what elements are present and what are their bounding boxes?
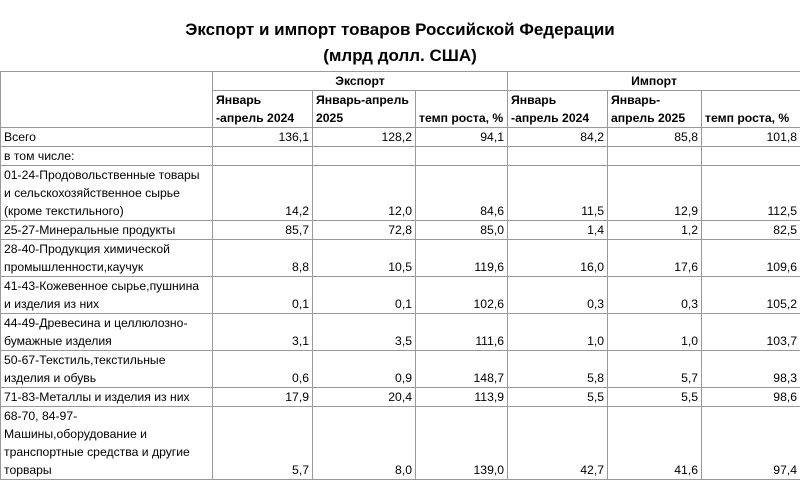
- cell-value: 0,3: [508, 277, 608, 314]
- cell-value: 12,9: [608, 166, 702, 221]
- column-header: темп роста, %: [702, 91, 800, 128]
- cell-value: 105,2: [702, 277, 800, 314]
- cell-value: 1,0: [508, 314, 608, 351]
- cell-value: 112,5: [702, 166, 800, 221]
- row-label: 68-70, 84-97-Машины,оборудование и транспортные средства и другие торвары: [1, 407, 213, 480]
- cell-value: [313, 147, 416, 166]
- row-label: 25-27-Минеральные продукты: [1, 221, 213, 240]
- cell-value: 72,8: [313, 221, 416, 240]
- cell-value: 119,6: [416, 240, 508, 277]
- cell-value: 8,0: [313, 407, 416, 480]
- cell-value: 20,4: [313, 388, 416, 407]
- cell-value: 136,1: [213, 128, 313, 147]
- cell-value: 5,7: [213, 407, 313, 480]
- row-label: Всего: [1, 128, 213, 147]
- cell-value: 98,3: [702, 351, 800, 388]
- cell-value: 128,2: [313, 128, 416, 147]
- row-label: 50-67-Текстиль,текстильные изделия и обувь: [1, 351, 213, 388]
- page-subtitle: (млрд долл. США): [0, 45, 800, 67]
- cell-value: [608, 147, 702, 166]
- cell-value: 1,4: [508, 221, 608, 240]
- cell-value: 1,2: [608, 221, 702, 240]
- row-label: 01-24-Продовольственные товары и сельскохозяйственное сырье (кроме текстильного): [1, 166, 213, 221]
- cell-value: 11,5: [508, 166, 608, 221]
- cell-value: 148,7: [416, 351, 508, 388]
- column-header: Январь -апрель 2024: [213, 91, 313, 128]
- corner-cell: [1, 72, 213, 128]
- table-row: [1, 128, 800, 147]
- cell-value: 5,5: [608, 388, 702, 407]
- cell-value: 0,1: [213, 277, 313, 314]
- cell-value: 84,2: [508, 128, 608, 147]
- table-row: [1, 277, 800, 314]
- cell-value: 5,5: [508, 388, 608, 407]
- cell-value: 109,6: [702, 240, 800, 277]
- cell-value: 10,5: [313, 240, 416, 277]
- cell-value: 17,6: [608, 240, 702, 277]
- cell-value: 97,4: [702, 407, 800, 480]
- cell-value: 14,2: [213, 166, 313, 221]
- cell-value: 103,7: [702, 314, 800, 351]
- cell-value: 0,1: [313, 277, 416, 314]
- cell-value: 3,1: [213, 314, 313, 351]
- cell-value: 1,0: [608, 314, 702, 351]
- cell-value: 85,8: [608, 128, 702, 147]
- cell-value: 84,6: [416, 166, 508, 221]
- cell-value: 8,8: [213, 240, 313, 277]
- cell-value: [416, 147, 508, 166]
- cell-value: 0,3: [608, 277, 702, 314]
- cell-value: 85,7: [213, 221, 313, 240]
- cell-value: [702, 147, 800, 166]
- cell-value: [213, 147, 313, 166]
- cell-value: [508, 147, 608, 166]
- cell-value: 17,9: [213, 388, 313, 407]
- table-row: [1, 407, 800, 480]
- cell-value: 0,6: [213, 351, 313, 388]
- cell-value: 113,9: [416, 388, 508, 407]
- cell-value: 41,6: [608, 407, 702, 480]
- cell-value: 94,1: [416, 128, 508, 147]
- table-row: [1, 351, 800, 388]
- row-label: 71-83-Металлы и изделия из них: [1, 388, 213, 407]
- table-row: [1, 314, 800, 351]
- cell-value: 16,0: [508, 240, 608, 277]
- table-row: [1, 147, 800, 166]
- cell-value: 98,6: [702, 388, 800, 407]
- row-label: в том числе:: [1, 147, 213, 166]
- cell-value: 5,8: [508, 351, 608, 388]
- cell-value: 85,0: [416, 221, 508, 240]
- export-group-header: Экспорт: [213, 72, 508, 91]
- cell-value: 111,6: [416, 314, 508, 351]
- row-label: 28-40-Продукция химической промышленности,каучук: [1, 240, 213, 277]
- cell-value: 5,7: [608, 351, 702, 388]
- column-header: Январь-апрель 2025: [608, 91, 702, 128]
- table-row: [1, 240, 800, 277]
- row-label: 44-49-Древесина и целлюлозно-бумажные изделия: [1, 314, 213, 351]
- header-row-groups: [1, 72, 800, 91]
- table-row: [1, 166, 800, 221]
- cell-value: 101,8: [702, 128, 800, 147]
- table-row: [1, 221, 800, 240]
- cell-value: 139,0: [416, 407, 508, 480]
- cell-value: 0,9: [313, 351, 416, 388]
- cell-value: 42,7: [508, 407, 608, 480]
- column-header: Январь -апрель 2024: [508, 91, 608, 128]
- table-row: [1, 388, 800, 407]
- cell-value: 3,5: [313, 314, 416, 351]
- column-header: Январь-апрель 2025: [313, 91, 416, 128]
- page-title: Экспорт и импорт товаров Российской Федерации: [0, 19, 800, 41]
- trade-table: [0, 71, 800, 480]
- row-label: 41-43-Кожевенное сырье,пушнина и изделия из них: [1, 277, 213, 314]
- column-header: темп роста, %: [416, 91, 508, 128]
- import-group-header: Импорт: [508, 72, 800, 91]
- cell-value: 12,0: [313, 166, 416, 221]
- cell-value: 102,6: [416, 277, 508, 314]
- cell-value: 82,5: [702, 221, 800, 240]
